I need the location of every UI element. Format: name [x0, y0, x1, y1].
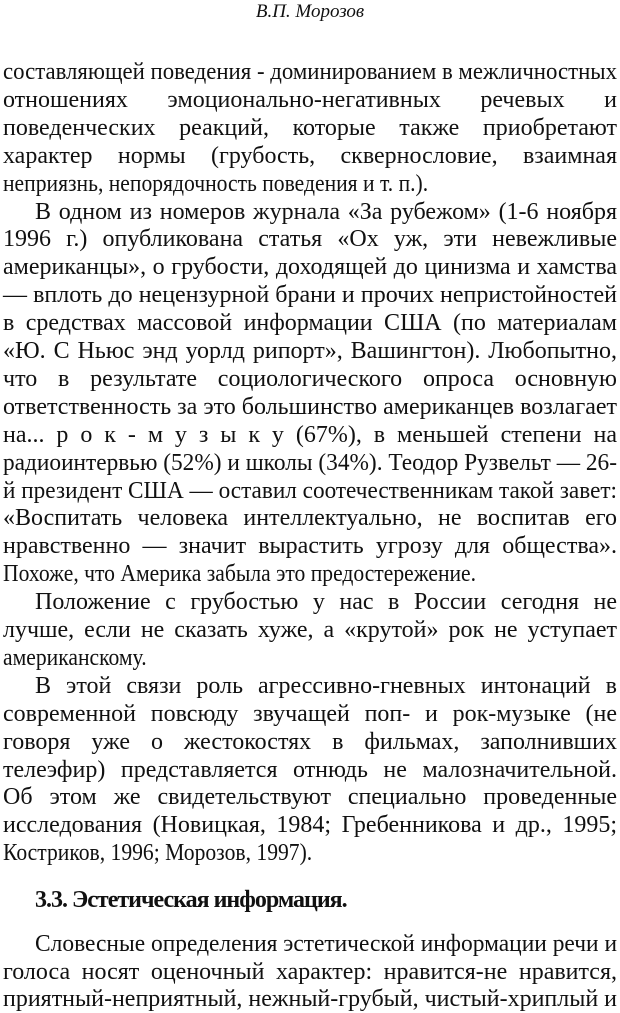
text-line: лучше, если не сказать хуже, а «крутой» рок не уступает: [3, 617, 617, 643]
text-line: Похоже, что Америка забыла это предостережение.: [3, 561, 477, 588]
text-line: что в результате социологического опроса основную: [3, 365, 617, 392]
text-line: на... р о к - м у з ы к у (67%), в меньшей степени на: [3, 421, 617, 448]
text-line: В одном из номеров журнала «За рубежом» (1-6 ноября: [35, 198, 617, 225]
text-line: ответственность за это большинство американцев возлагает: [3, 393, 617, 420]
text-line: в средствах массовой информации США (по материалам: [3, 310, 617, 337]
text-line: й президент США — оставил соотечественникам такой завет:: [3, 477, 617, 504]
text-line: американцы», о грубости, доходящей до цинизма и хамства: [3, 254, 617, 281]
text-line: Положение с грубостью у нас в России сегодня не: [35, 589, 617, 616]
text-line: нравственно — значит вырастить угрозу для общества».: [3, 533, 617, 560]
text-line: говоря уже о жестокостях в фильмах, заполнивших: [3, 728, 617, 755]
text-line: поведенческих реакций, которые также приобретают: [3, 114, 617, 141]
text-line: Словесные определения эстетической информации речи и: [35, 931, 617, 957]
text-line: современной повсюду звучащей поп- и рок-музыке (не: [3, 700, 617, 727]
text-line: неприязнь, непорядочность поведения и т. п.).: [3, 170, 429, 197]
text-line: голоса носят оценочный характер: нравится-не нравится,: [3, 958, 617, 985]
text-line: Костриков, 1996; Морозов, 1997).: [3, 840, 313, 867]
text-line: 1996 г.) опубликована статья «Ох уж, эти невежливые: [3, 226, 617, 253]
section-heading: 3.3. Эстетическая информация.: [35, 887, 347, 913]
text-line: исследования (Новицкая, 1984; Гребенникова и др., 1995;: [3, 812, 617, 839]
text-line: радиоинтервью (52%) и школы (34%). Теодор Рузвельт — 26-: [3, 449, 617, 476]
text-line: «Ю. С Ньюс энд уорлд рипорт», Вашингтон). Любопытно,: [3, 338, 617, 364]
text-line: американскому.: [3, 644, 147, 671]
running-header: В.П. Морозов: [255, 1, 365, 22]
text-line: — вплоть до нецензурной брани и прочих непристойностей: [3, 282, 617, 309]
text-line: «Воспитать человека интеллектуально, не воспитав его: [3, 505, 617, 532]
text-line: Об этом же свидетельствуют специально проведенные: [3, 784, 617, 811]
text-line: В этой связи роль агрессивно-гневных интонаций в: [35, 672, 617, 699]
text-line: характер нормы (грубость, сквернословие, взаимная: [3, 142, 617, 169]
text-line: приятный-неприятный, нежный-грубый, чистый-хриплый и: [3, 986, 617, 1012]
text-line: отношениях эмоционально-негативных речевых и: [3, 86, 617, 113]
text-line: составляющей поведения - доминированием в межличностных: [3, 59, 617, 85]
text-line: телеэфир) представляется отнюдь не малозначительной.: [3, 756, 617, 783]
